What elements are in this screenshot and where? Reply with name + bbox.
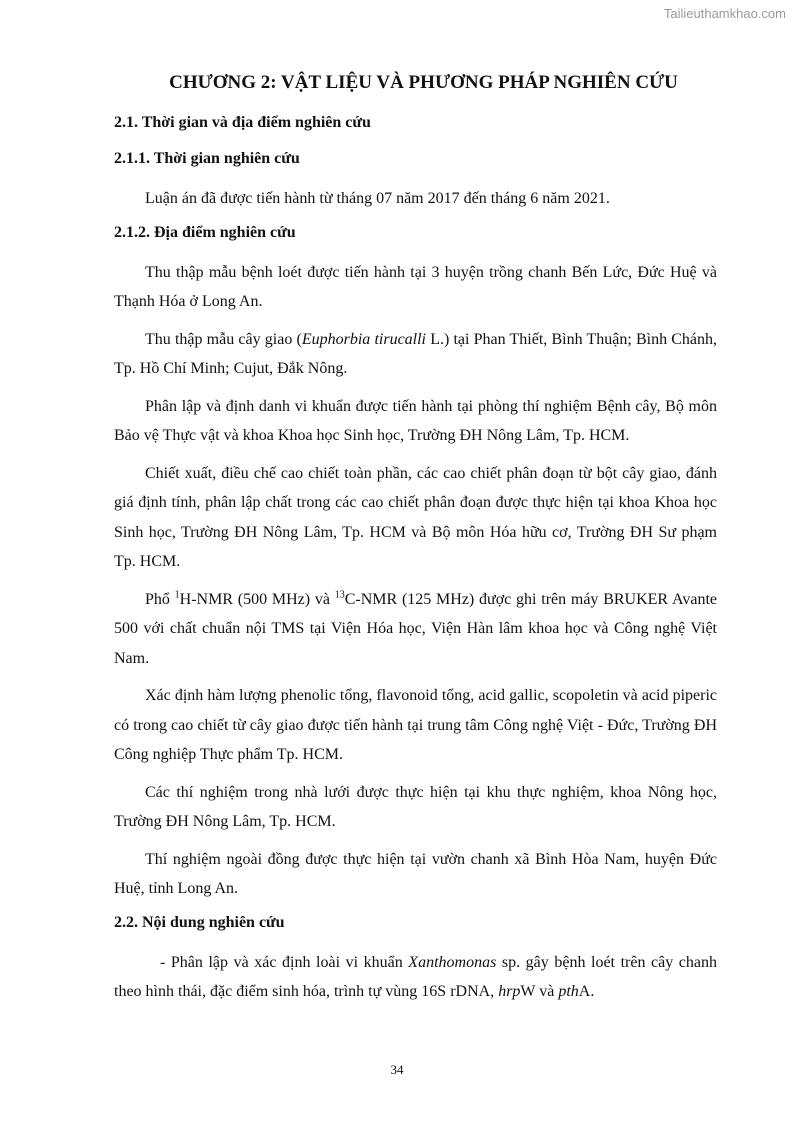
superscript: 13 xyxy=(334,589,345,601)
italic-species-name: Euphorbia tirucalli xyxy=(301,330,427,348)
paragraph xyxy=(114,325,717,384)
paragraph: Chiết xuất, điều chế cao chiết toàn phần, các cao chiết phân đoạn từ bột cây giao, đánh giá định tính, phân lập chất trong các cao chiết phân đoạn được thực hiện tại khoa Khoa học Sinh học, Trường ĐH Nông Lâm, Tp. HCM và Bộ môn Hóa hữu cơ, Trường ĐH Sư phạm Tp. HCM. xyxy=(114,464,717,570)
text-run: C-NMR (125 MHz) được ghi trên máy BRUKER Avante 500 với chất chuẩn nội TMS tại Viện Hóa học, Viện Hàn lâm khoa học và Công nghệ Việt Nam. xyxy=(114,590,718,667)
section-heading-2-2: 2.2. Nội dung nghiên cứu xyxy=(114,913,285,931)
paragraph: Phân lập và định danh vi khuẩn được tiến hành tại phòng thí nghiệm Bệnh cây, Bộ môn Bảo vệ Thực vật và khoa Khoa học Sinh học, Trường ĐH Nông Lâm, Tp. HCM. xyxy=(114,397,717,444)
paragraph xyxy=(114,948,717,1007)
superscript: 1 xyxy=(174,589,180,601)
paragraph: Thu thập mẫu bệnh loét được tiến hành tại 3 huyện trồng chanh Bến Lức, Đức Huệ và Thạnh Hóa ở Long An. xyxy=(114,263,717,310)
text-run: A. xyxy=(578,983,595,1000)
paragraph: Xác định hàm lượng phenolic tổng, flavonoid tổng, acid gallic, scopoletin và acid piperic có trong cao chiết từ cây giao được tiến hành tại trung tâm Công nghệ Việt - Đức, Trường ĐH Công nghiệp Thực phẩm Tp. HCM. xyxy=(114,687,717,763)
section-heading-2-1: 2.1. Thời gian và địa điểm nghiên cứu xyxy=(114,114,371,131)
paragraph xyxy=(114,585,717,674)
text-run: L.) tại Phan Thiết, Bình Thuận; Bình Chánh, Tp. Hồ Chí Minh; Cujut, Đắk Nông. xyxy=(114,330,718,377)
text-run: W và xyxy=(520,983,559,1000)
paragraph: Luận án đã được tiến hành từ tháng 07 năm 2017 đến tháng 6 năm 2021. xyxy=(145,190,610,207)
italic-gene-name: hrp xyxy=(498,983,521,1000)
chapter-title: CHƯƠNG 2: VẬT LIỆU VÀ PHƯƠNG PHÁP NGHIÊN CỨU xyxy=(169,72,678,93)
paragraph: Thí nghiệm ngoài đồng được thực hiện tại vườn chanh xã Bình Hòa Nam, huyện Đức Huệ, tỉnh Long An. xyxy=(114,850,717,897)
section-heading-2-1-2: 2.1.2. Địa điểm nghiên cứu xyxy=(114,223,296,241)
text-run: H-NMR (500 MHz) và xyxy=(179,590,335,608)
section-heading-2-1-1: 2.1.1. Thời gian nghiên cứu xyxy=(114,150,300,167)
watermark: Tailieuthamkhao.com xyxy=(663,6,786,21)
italic-genus-name: Xanthomonas xyxy=(408,953,497,971)
text-run: Thu thập mẫu cây giao ( xyxy=(145,330,302,348)
page-number: 34 xyxy=(390,1062,404,1077)
paragraph: Các thí nghiệm trong nhà lưới được thực hiện tại khu thực nghiệm, khoa Nông học, Trường ĐH Nông Lâm, Tp. HCM. xyxy=(114,783,717,830)
text-run: Phổ xyxy=(145,590,175,608)
italic-gene-name: pth xyxy=(558,983,579,1000)
text-run: - Phân lập và xác định loài vi khuẩn xyxy=(160,953,409,971)
page-content xyxy=(114,72,717,1015)
text-run: sp. gây bệnh loét trên cây chanh theo hình thái, đặc điểm sinh hóa, trình tự vùng 16S rDNA, xyxy=(114,953,717,1000)
